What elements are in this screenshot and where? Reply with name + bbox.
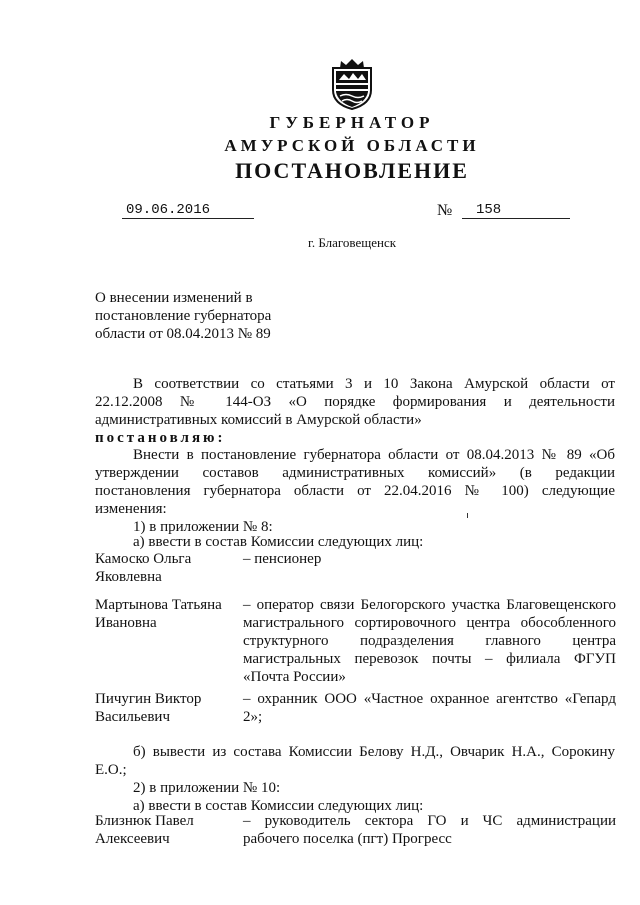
document-date: 09.06.2016 — [126, 202, 211, 218]
item-1-title: 1) в приложении № 8: — [133, 519, 273, 535]
subject-line: области от 08.04.2013 № 89 — [95, 326, 271, 342]
main-paragraph-line: постановления губернатора области от 22.04.2016 № 100) следующие — [95, 483, 615, 499]
member-name: Близнюк Павел Алексеевич — [95, 813, 194, 847]
city-name: г. Благовещенск — [307, 235, 397, 250]
document-number: 158 — [476, 202, 502, 218]
issuer-title: ГУБЕРНАТОР — [269, 113, 435, 132]
date-underline — [122, 218, 254, 219]
preamble-line: административных комиссий в Амурской области» — [95, 412, 422, 428]
item-2-title: 2) в приложении № 10: — [133, 780, 281, 796]
main-paragraph-line: Внести в постановление губернатора области от 08.04.2013 № 89 «Об — [133, 447, 615, 463]
decree-word: постановляю: — [95, 430, 226, 446]
main-paragraph-line: изменения: — [95, 501, 167, 517]
stray-mark — [467, 513, 471, 518]
document-subject — [95, 289, 271, 343]
member-description: – оператор связи Белогорского участка Благовещенского магистрального сортировочного центра обособленного структурного подразделения главного центра магистральных перевозок почты – филиала ФГУП «Почта России» — [243, 597, 616, 685]
region-title: АМУРСКОЙ ОБЛАСТИ — [224, 136, 480, 155]
preamble-line: В соответствии со статьями 3 и 10 Закона Амурской области от — [133, 376, 615, 392]
subject-line: О внесении изменений в — [95, 290, 253, 306]
item-2-sub-a: а) ввести в состав Комиссии следующих лиц: — [133, 798, 424, 814]
number-underline — [462, 218, 570, 219]
member-description: – охранник ООО «Частное охранное агентство «Гепард 2»; — [243, 691, 616, 725]
item-1-sub-b-line: б) вывести из состава Комиссии Белову Н.Д., Овчарик Н.А., Сорокину — [133, 744, 615, 760]
member-name: Пичугин Виктор Васильевич — [95, 691, 202, 725]
member-name: Мартынова Татьяна Ивановна — [95, 597, 222, 631]
preamble-line: 22.12.2008 № 144-ОЗ «О порядке формирования и деятельности — [95, 394, 615, 410]
document-type-title: ПОСТАНОВЛЕНИЕ — [235, 158, 469, 183]
member-description: – пенсионер — [243, 551, 322, 567]
item-1-sub-a: а) ввести в состав Комиссии следующих лиц: — [133, 534, 424, 550]
number-sign: № — [437, 202, 453, 219]
main-paragraph-line: утверждении составов административных комиссий» (в редакции — [95, 465, 615, 481]
member-name: Камоско Ольга Яковлевна — [95, 551, 192, 585]
amur-region-coat-of-arms-icon — [331, 58, 373, 110]
subject-line: постановление губернатора — [95, 308, 272, 324]
member-description: – руководитель сектора ГО и ЧС администрации рабочего поселка (пгт) Прогресс — [243, 813, 616, 847]
item-1-sub-b-line: Е.О.; — [95, 762, 127, 778]
